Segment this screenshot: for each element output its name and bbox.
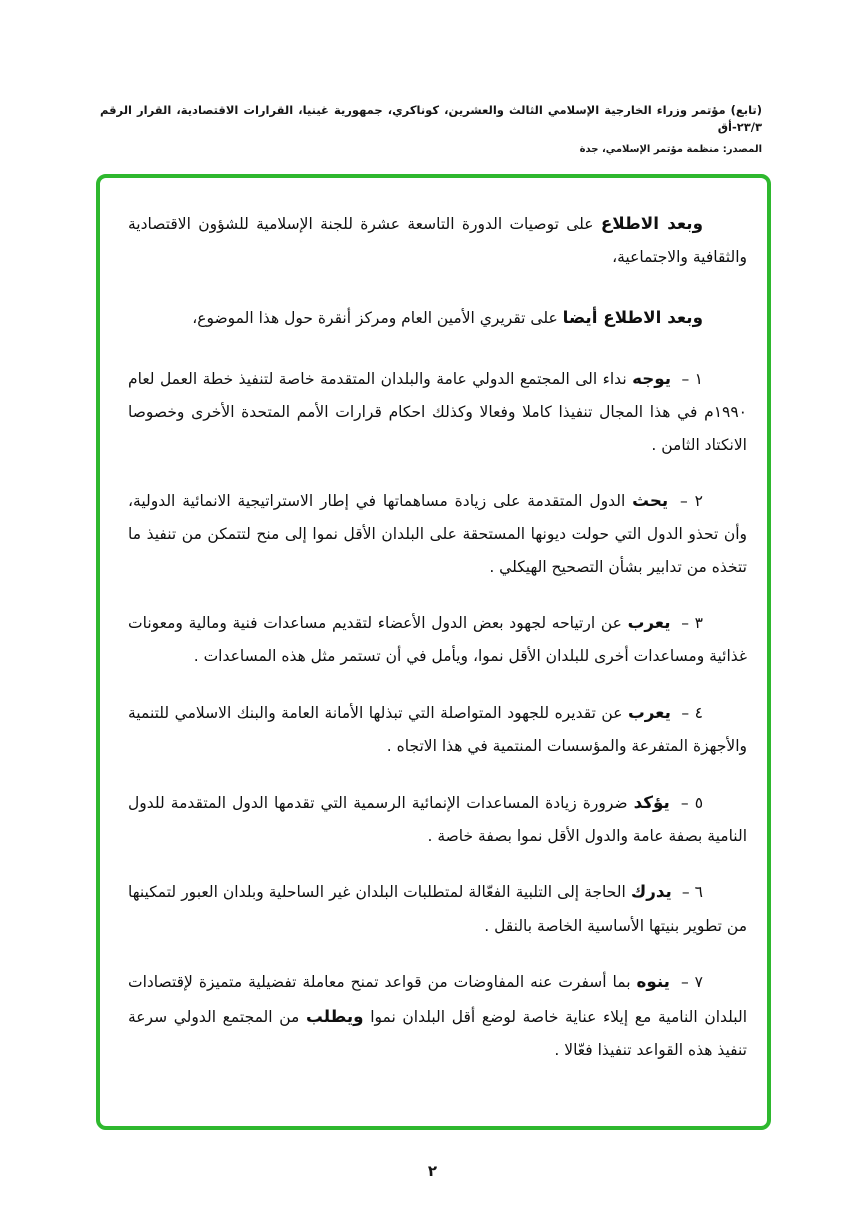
resolution-item-7 [128,964,747,1067]
item-lead-word: يحث [632,490,669,511]
item-lead-word: يؤكد [633,791,670,812]
page-footer [0,1161,865,1180]
item-number: ٣ – [681,614,703,633]
resolution-item-6 [128,874,747,942]
preamble-lead-word: وبعد الاطلاع [600,213,703,233]
resolution-item-2 [128,483,747,583]
item-number: ٤ – [681,703,703,722]
preamble-text: على تقريري الأمين العام ومركز أنقرة حول هذا الموضوع، [192,308,558,327]
preamble-text: على توصيات الدورة التاسعة عشرة للجنة الإسلامية للشؤون الاقتصادية والثقافية والاجتماعية، [128,215,747,267]
item-text: نداء الى المجتمع الدولي عامة والبلدان المتقدمة خاصة لتنفيذ خطة العمل لعام ١٩٩٠م في هذا المجال تنفيذا كاملا وفعالا وكذلك احكام قرارات الأمم المتحدة الأخرى وخصوصا الانكتاد الثامن . [128,369,747,454]
page-number: ٢ [427,1162,438,1180]
content-box [96,174,771,1130]
item-text: بما أسفرت عنه المفاوضات من قواعد تمنح معاملة تفضيلية متميزة لإقتصادات البلدان النامية مع إيلاء عناية خاصة لوضع أقل البلدان نموا [128,973,747,1027]
item-lead-word: ينوه [636,971,670,992]
item-lead-word: يدرك [630,881,672,902]
resolution-item-4 [128,695,747,763]
header-source-line: (تابع) مؤتمر وزراء الخارجية الإسلامي الثالث والعشرين، كوناكري، جمهورية غينيا، القرارات الاقتصادية، القرار الرقم ٢٣/٣-أق [100,103,762,135]
document-header [100,102,762,155]
item-number: ٦ – [681,883,703,902]
preamble-lead-word: وبعد الاطلاع أيضا [562,306,703,327]
header-publisher-line: المصدر: منظمة مؤتمر الإسلامي، جدة [579,143,762,155]
item-lead-word: يوجه [632,367,672,388]
item-text: الحاجة إلى التلبية الفعّالة لمتطلبات البلدان غير الساحلية وبلدان العبور لتمكينها من تطوير بنيتها الأساسية الخاصة بالنقل . [128,883,747,935]
item-text: الدول المتقدمة على زيادة مساهماتها في إطار الاستراتيجية الانمائية الدولية، وأن تحذو الدول التي حولت ديونها المستحقة على البلدان الأقل نموا إلى منح لتتمكن من تنفيذ ما تتخذه من تدابير بشأن التصحيح الهيكلي . [128,492,747,576]
item-lead-word: يعرب [627,701,671,722]
item-text: عن ارتياحه لجهود بعض الدول الأعضاء لتقديم مساعدات فنية ومالية ومعونات غذائية ومساعدات أخرى للبلدان الأقل نموا، ويأمل في أن تستمر مثل هذه المساعدات . [128,614,747,666]
preamble-paragraph-2 [128,300,747,335]
item-text: ضرورة زيادة المساعدات الإنمائية الرسمية التي تقدمها الدول المتقدمة للدول النامية بصفة عامة والدول الأقل نموا بصفة خاصة . [128,793,747,845]
resolution-item-5 [128,785,747,853]
item-number: ٢ – [680,492,703,511]
item-number: ١ – [681,369,703,388]
preamble-paragraph-1 [128,206,747,274]
resolution-item-1 [128,361,747,461]
item-number: ٧ – [680,973,703,992]
item-lead-word: يعرب [627,612,671,633]
resolution-item-3 [128,605,747,673]
item-lead-word-2: ويطلب [305,1006,364,1027]
item-number: ٥ – [680,793,704,812]
item-text: عن تقديره للجهود المتواصلة التي تبذلها الأمانة العامة والبنك الاسلامي للتنمية والأجهزة المتفرعة والمؤسسات المنتمية في هذا الاتجاه . [128,703,747,756]
item-text-2: من المجتمع الدولي سرعة تنفيذ هذه القواعد تنفيذا فعّالا . [128,1008,747,1060]
